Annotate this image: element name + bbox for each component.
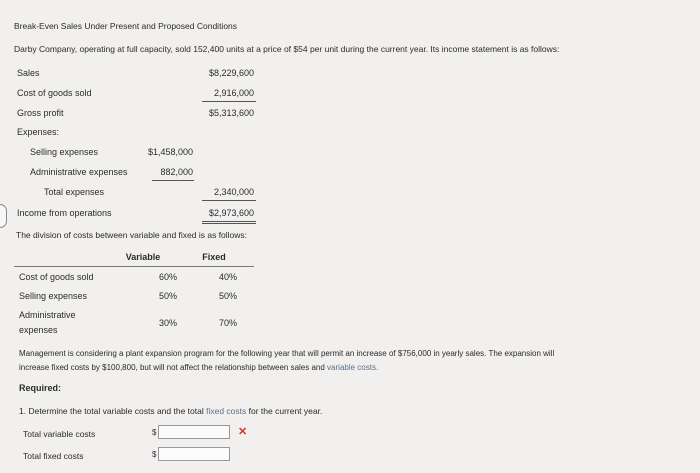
collapse-handle[interactable] [0,204,7,228]
table-row-selling-variable: 50% [158,291,177,301]
variable-dollar-sign: $ [152,428,157,437]
table-row-selling-label: Selling expenses [19,291,88,301]
table-row-cogs-label: Cost of goods sold [19,272,94,282]
total-variable-costs-input[interactable] [158,425,230,439]
admin-expenses-value: 882,000 [160,167,193,177]
management-text-main: increase fixed costs by $100,800, but will not affect the relationship between sales and [19,363,328,372]
admin-underline [152,180,194,181]
question-text-a: 1. Determine the total variable costs and the total [19,406,207,416]
table-row-selling-fixed: 50% [218,291,237,301]
selling-expenses-value: $1,458,000 [147,147,193,157]
header-fixed: Fixed [202,252,226,262]
admin-expenses-label: Administrative expenses [30,167,128,177]
cogs-underline [202,101,256,102]
income-double-underline-1 [202,221,256,222]
variable-costs-link: variable costs. [327,363,379,372]
table-row-admin-fixed: 70% [218,318,237,328]
cogs-label: Cost of goods sold [17,88,92,98]
question-text-c: for the current year. [246,406,323,416]
fixed-costs-link: fixed costs [206,406,247,416]
sales-label: Sales [17,68,40,78]
table-row-cogs-variable: 60% [158,272,177,282]
table-header-line [14,266,254,267]
division-text: The division of costs between variable and fixed is as follows: [16,230,248,240]
expenses-label: Expenses: [17,127,60,137]
income-double-underline-2 [202,223,256,224]
table-row-admin-label-2: expenses [19,325,58,335]
intro-text: Darby Company, operating at full capacity, sold 152,400 units at a price of $54 per unit during the current year. Its income statement is as follows: [14,44,560,54]
fixed-dollar-sign: $ [152,450,157,459]
total-expenses-value: 2,340,000 [213,187,254,197]
question-1 [19,406,322,416]
total-fixed-costs-input[interactable] [158,447,230,461]
header-variable: Variable [125,252,161,262]
cogs-value: 2,916,000 [213,88,254,98]
gross-profit-label: Gross profit [17,108,64,118]
required-label: Required: [19,383,62,393]
table-row-cogs-fixed: 40% [218,272,237,282]
total-expenses-underline [202,200,256,201]
income-operations-label: Income from operations [17,208,112,218]
sales-value: $8,229,600 [208,68,254,78]
total-fixed-costs-label: Total fixed costs [23,451,84,461]
gross-profit-value: $5,313,600 [208,108,254,118]
table-row-admin-label-1: Administrative [19,310,76,320]
management-text-line2 [19,363,378,372]
table-row-admin-variable: 30% [158,318,177,328]
total-variable-costs-label: Total variable costs [23,429,96,439]
incorrect-x-icon: ✕ [238,426,248,438]
management-text-line1: Management is considering a plant expansion program for the following year that will permit an increase of $756,000 in yearly sales. The expansion will [19,349,555,358]
total-expenses-label: Total expenses [44,187,105,197]
income-operations-value: $2,973,600 [208,208,254,218]
page-title: Break-Even Sales Under Present and Proposed Conditions [14,21,238,31]
selling-expenses-label: Selling expenses [30,147,99,157]
